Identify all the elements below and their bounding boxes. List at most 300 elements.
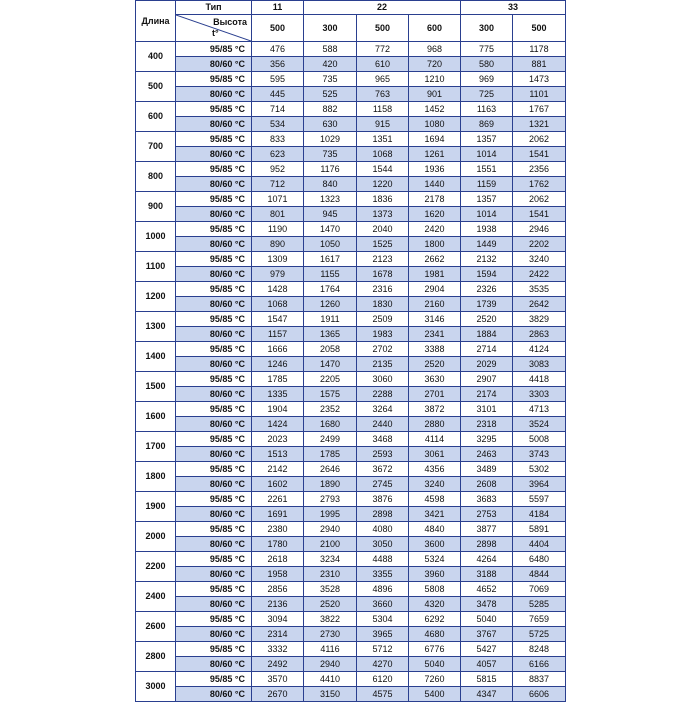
table-row: [136, 507, 566, 522]
value-cell: 1767: [513, 102, 566, 117]
value-cell: 3965: [357, 627, 409, 642]
value-cell: 1541: [513, 147, 566, 162]
value-cell: 3295: [461, 432, 513, 447]
temp-cell-95-85: 95/85 °C: [176, 492, 252, 507]
value-cell: 3355: [357, 567, 409, 582]
value-cell: 1440: [409, 177, 461, 192]
value-cell: 3876: [357, 492, 409, 507]
value-cell: 3672: [357, 462, 409, 477]
value-cell: 5040: [409, 657, 461, 672]
value-cell: 712: [252, 177, 304, 192]
value-cell: 1050: [304, 237, 357, 252]
table-row: [136, 72, 566, 87]
length-cell: 800: [136, 162, 176, 192]
value-cell: 772: [357, 42, 409, 57]
value-cell: 840: [304, 177, 357, 192]
value-cell: 1452: [409, 102, 461, 117]
value-cell: 1666: [252, 342, 304, 357]
temp-cell-80-60: 80/60 °C: [176, 567, 252, 582]
value-cell: 5597: [513, 492, 566, 507]
value-cell: 2123: [357, 252, 409, 267]
length-cell: 1400: [136, 342, 176, 372]
table-row: [136, 117, 566, 132]
value-cell: 1176: [304, 162, 357, 177]
value-cell: 1449: [461, 237, 513, 252]
value-cell: 1691: [252, 507, 304, 522]
value-cell: 1764: [304, 282, 357, 297]
value-cell: 3240: [513, 252, 566, 267]
value-cell: 3822: [304, 612, 357, 627]
temp-cell-95-85: 95/85 °C: [176, 582, 252, 597]
value-cell: 2316: [357, 282, 409, 297]
value-cell: 2863: [513, 327, 566, 342]
temp-cell-95-85: 95/85 °C: [176, 192, 252, 207]
value-cell: 3489: [461, 462, 513, 477]
value-cell: 2062: [513, 132, 566, 147]
value-cell: 4124: [513, 342, 566, 357]
length-cell: 1100: [136, 252, 176, 282]
value-cell: 2730: [304, 627, 357, 642]
value-cell: 6120: [357, 672, 409, 687]
type-header: Тип: [176, 1, 252, 15]
height-header-33-300: 300: [461, 15, 513, 42]
value-cell: 2288: [357, 387, 409, 402]
value-cell: 1155: [304, 267, 357, 282]
value-cell: 2940: [304, 657, 357, 672]
value-cell: 5304: [357, 612, 409, 627]
value-cell: 2040: [357, 222, 409, 237]
value-cell: 890: [252, 237, 304, 252]
value-cell: 1617: [304, 252, 357, 267]
value-cell: 1260: [304, 297, 357, 312]
value-cell: 8248: [513, 642, 566, 657]
table-row: [136, 342, 566, 357]
type-22-header: 22: [304, 1, 461, 15]
temp-cell-80-60: 80/60 °C: [176, 267, 252, 282]
temp-cell-95-85: 95/85 °C: [176, 222, 252, 237]
value-cell: 4410: [304, 672, 357, 687]
height-header-22-300: 300: [304, 15, 357, 42]
table-row: [136, 312, 566, 327]
table-row: [136, 297, 566, 312]
value-cell: 1470: [304, 222, 357, 237]
height-temp-corner-cell: [176, 15, 252, 42]
value-cell: 2341: [409, 327, 461, 342]
temp-cell-80-60: 80/60 °C: [176, 597, 252, 612]
table-row: [136, 462, 566, 477]
length-cell: 1500: [136, 372, 176, 402]
temp-cell-95-85: 95/85 °C: [176, 462, 252, 477]
value-cell: 8837: [513, 672, 566, 687]
value-cell: 3101: [461, 402, 513, 417]
value-cell: 1762: [513, 177, 566, 192]
value-cell: 4320: [409, 597, 461, 612]
length-cell: 2200: [136, 552, 176, 582]
value-cell: 1890: [304, 477, 357, 492]
value-cell: 735: [304, 147, 357, 162]
temp-cell-95-85: 95/85 °C: [176, 642, 252, 657]
value-cell: 901: [409, 87, 461, 102]
value-cell: 2174: [461, 387, 513, 402]
value-cell: 725: [461, 87, 513, 102]
value-cell: 5040: [461, 612, 513, 627]
value-cell: 2509: [357, 312, 409, 327]
table-row: [136, 597, 566, 612]
value-cell: 5400: [409, 687, 461, 702]
temp-cell-80-60: 80/60 °C: [176, 117, 252, 132]
temp-cell-80-60: 80/60 °C: [176, 657, 252, 672]
length-cell: 2800: [136, 642, 176, 672]
value-cell: 4488: [357, 552, 409, 567]
value-cell: 5324: [409, 552, 461, 567]
value-cell: 2642: [513, 297, 566, 312]
value-cell: 3094: [252, 612, 304, 627]
table-row: [136, 102, 566, 117]
type-33-header: 33: [461, 1, 566, 15]
value-cell: 1547: [252, 312, 304, 327]
value-cell: 2701: [409, 387, 461, 402]
value-cell: 580: [461, 57, 513, 72]
table-row: [136, 642, 566, 657]
temp-cell-95-85: 95/85 °C: [176, 342, 252, 357]
value-cell: 1551: [461, 162, 513, 177]
value-cell: 1190: [252, 222, 304, 237]
temp-cell-80-60: 80/60 °C: [176, 207, 252, 222]
value-cell: 2520: [304, 597, 357, 612]
temp-cell-80-60: 80/60 °C: [176, 627, 252, 642]
value-cell: 6166: [513, 657, 566, 672]
temp-cell-80-60: 80/60 °C: [176, 297, 252, 312]
value-cell: 2326: [461, 282, 513, 297]
height-header-11-500: 500: [252, 15, 304, 42]
value-cell: 1602: [252, 477, 304, 492]
value-cell: 1158: [357, 102, 409, 117]
table-row: [136, 147, 566, 162]
temp-cell-80-60: 80/60 °C: [176, 417, 252, 432]
value-cell: 1424: [252, 417, 304, 432]
value-cell: 881: [513, 57, 566, 72]
value-cell: 735: [304, 72, 357, 87]
value-cell: 2352: [304, 402, 357, 417]
table-row: [136, 687, 566, 702]
length-cell: 2600: [136, 612, 176, 642]
table-row: [136, 42, 566, 57]
table-row: [136, 582, 566, 597]
table-row: [136, 222, 566, 237]
value-cell: 945: [304, 207, 357, 222]
value-cell: 1068: [357, 147, 409, 162]
value-cell: 6606: [513, 687, 566, 702]
length-cell: 500: [136, 72, 176, 102]
value-cell: 714: [252, 102, 304, 117]
temp-cell-95-85: 95/85 °C: [176, 372, 252, 387]
value-cell: 1785: [304, 447, 357, 462]
table-row: [136, 192, 566, 207]
value-cell: 2178: [409, 192, 461, 207]
value-cell: 720: [409, 57, 461, 72]
value-cell: 3083: [513, 357, 566, 372]
temp-cell-80-60: 80/60 °C: [176, 477, 252, 492]
value-cell: 1936: [409, 162, 461, 177]
value-cell: 2745: [357, 477, 409, 492]
value-cell: 595: [252, 72, 304, 87]
length-cell: 1900: [136, 492, 176, 522]
value-cell: 1470: [304, 357, 357, 372]
value-cell: 3570: [252, 672, 304, 687]
table-row: [136, 492, 566, 507]
value-cell: 3240: [409, 477, 461, 492]
value-cell: 2662: [409, 252, 461, 267]
temp-cell-95-85: 95/85 °C: [176, 282, 252, 297]
value-cell: 2702: [357, 342, 409, 357]
table-row: [136, 522, 566, 537]
value-cell: 3683: [461, 492, 513, 507]
value-cell: 952: [252, 162, 304, 177]
value-cell: 3872: [409, 402, 461, 417]
length-cell: 1600: [136, 402, 176, 432]
value-cell: 4598: [409, 492, 461, 507]
temp-cell-95-85: 95/85 °C: [176, 432, 252, 447]
table-row: [136, 387, 566, 402]
value-cell: 2058: [304, 342, 357, 357]
value-cell: 1594: [461, 267, 513, 282]
table-row: [136, 372, 566, 387]
value-cell: 1678: [357, 267, 409, 282]
value-cell: 2380: [252, 522, 304, 537]
value-cell: 965: [357, 72, 409, 87]
value-cell: 2753: [461, 507, 513, 522]
value-cell: 1541: [513, 207, 566, 222]
temperature-label: t°: [212, 28, 219, 38]
table-row: [136, 267, 566, 282]
table-row: [136, 657, 566, 672]
value-cell: 2142: [252, 462, 304, 477]
length-cell: 1200: [136, 282, 176, 312]
value-cell: 4114: [409, 432, 461, 447]
value-cell: 968: [409, 42, 461, 57]
value-cell: 3468: [357, 432, 409, 447]
length-header: Длина: [136, 1, 176, 42]
temp-cell-95-85: 95/85 °C: [176, 72, 252, 87]
temp-cell-80-60: 80/60 °C: [176, 177, 252, 192]
value-cell: 1157: [252, 327, 304, 342]
value-cell: 882: [304, 102, 357, 117]
value-cell: 1373: [357, 207, 409, 222]
value-cell: 1958: [252, 567, 304, 582]
value-cell: 3050: [357, 537, 409, 552]
value-cell: 1785: [252, 372, 304, 387]
value-cell: 2608: [461, 477, 513, 492]
value-cell: 979: [252, 267, 304, 282]
length-cell: 3000: [136, 672, 176, 702]
value-cell: 6292: [409, 612, 461, 627]
value-cell: 3303: [513, 387, 566, 402]
value-cell: 3188: [461, 567, 513, 582]
value-cell: 2422: [513, 267, 566, 282]
temp-cell-80-60: 80/60 °C: [176, 687, 252, 702]
value-cell: 4713: [513, 402, 566, 417]
table-row: [136, 672, 566, 687]
value-cell: 4680: [409, 627, 461, 642]
type-11-header: 11: [252, 1, 304, 15]
value-cell: 5891: [513, 522, 566, 537]
length-cell: 1700: [136, 432, 176, 462]
value-cell: 5712: [357, 642, 409, 657]
value-cell: 4418: [513, 372, 566, 387]
value-cell: 4844: [513, 567, 566, 582]
value-cell: 1836: [357, 192, 409, 207]
value-cell: 3964: [513, 477, 566, 492]
value-cell: 7260: [409, 672, 461, 687]
header-row-types: [136, 1, 566, 15]
value-cell: 775: [461, 42, 513, 57]
value-cell: 445: [252, 87, 304, 102]
value-cell: 3234: [304, 552, 357, 567]
table-row: [136, 87, 566, 102]
value-cell: 5725: [513, 627, 566, 642]
value-cell: 2856: [252, 582, 304, 597]
height-label: Высота: [213, 17, 247, 27]
table-row: [136, 627, 566, 642]
value-cell: 5008: [513, 432, 566, 447]
temp-cell-95-85: 95/85 °C: [176, 102, 252, 117]
value-cell: 4264: [461, 552, 513, 567]
value-cell: 763: [357, 87, 409, 102]
temp-cell-95-85: 95/85 °C: [176, 42, 252, 57]
value-cell: 5427: [461, 642, 513, 657]
value-cell: 4356: [409, 462, 461, 477]
temp-cell-80-60: 80/60 °C: [176, 507, 252, 522]
value-cell: 1071: [252, 192, 304, 207]
value-cell: 3524: [513, 417, 566, 432]
value-cell: 5285: [513, 597, 566, 612]
length-cell: 2000: [136, 522, 176, 552]
value-cell: 1680: [304, 417, 357, 432]
value-cell: 4184: [513, 507, 566, 522]
value-cell: 2880: [409, 417, 461, 432]
value-cell: 1544: [357, 162, 409, 177]
value-cell: 1351: [357, 132, 409, 147]
value-cell: 2907: [461, 372, 513, 387]
value-cell: 1525: [357, 237, 409, 252]
length-cell: 700: [136, 132, 176, 162]
value-cell: 1246: [252, 357, 304, 372]
temp-cell-80-60: 80/60 °C: [176, 147, 252, 162]
value-cell: 5815: [461, 672, 513, 687]
value-cell: 5808: [409, 582, 461, 597]
value-cell: 6480: [513, 552, 566, 567]
value-cell: 2670: [252, 687, 304, 702]
table-row: [136, 282, 566, 297]
value-cell: 610: [357, 57, 409, 72]
value-cell: 2135: [357, 357, 409, 372]
value-cell: 1739: [461, 297, 513, 312]
value-cell: 2463: [461, 447, 513, 462]
value-cell: 588: [304, 42, 357, 57]
value-cell: 2793: [304, 492, 357, 507]
table-row: [136, 447, 566, 462]
value-cell: 2940: [304, 522, 357, 537]
value-cell: 356: [252, 57, 304, 72]
value-cell: 2205: [304, 372, 357, 387]
value-cell: 3264: [357, 402, 409, 417]
value-cell: 833: [252, 132, 304, 147]
value-cell: 1323: [304, 192, 357, 207]
value-cell: 1309: [252, 252, 304, 267]
header-row-heights: [136, 15, 566, 42]
table-row: [136, 252, 566, 267]
table-row: [136, 57, 566, 72]
temp-cell-95-85: 95/85 °C: [176, 612, 252, 627]
value-cell: 3060: [357, 372, 409, 387]
value-cell: 2160: [409, 297, 461, 312]
value-cell: 1780: [252, 537, 304, 552]
value-cell: 2904: [409, 282, 461, 297]
table-row: [136, 537, 566, 552]
value-cell: 2261: [252, 492, 304, 507]
value-cell: 534: [252, 117, 304, 132]
value-cell: 1473: [513, 72, 566, 87]
temp-cell-80-60: 80/60 °C: [176, 357, 252, 372]
value-cell: 5302: [513, 462, 566, 477]
temp-cell-95-85: 95/85 °C: [176, 402, 252, 417]
temp-cell-95-85: 95/85 °C: [176, 132, 252, 147]
value-cell: 3767: [461, 627, 513, 642]
height-header-22-600: 600: [409, 15, 461, 42]
value-cell: 2646: [304, 462, 357, 477]
temp-cell-80-60: 80/60 °C: [176, 87, 252, 102]
value-cell: 3061: [409, 447, 461, 462]
value-cell: 1904: [252, 402, 304, 417]
length-cell: 1300: [136, 312, 176, 342]
table-row: [136, 327, 566, 342]
value-cell: 2898: [461, 537, 513, 552]
value-cell: 1321: [513, 117, 566, 132]
heat-output-table-wrapper: [135, 0, 565, 702]
table-row: [136, 417, 566, 432]
table-row: [136, 177, 566, 192]
value-cell: 2029: [461, 357, 513, 372]
value-cell: 1620: [409, 207, 461, 222]
value-cell: 1210: [409, 72, 461, 87]
value-cell: 1335: [252, 387, 304, 402]
value-cell: 3332: [252, 642, 304, 657]
value-cell: 1513: [252, 447, 304, 462]
temp-cell-80-60: 80/60 °C: [176, 447, 252, 462]
temp-cell-95-85: 95/85 °C: [176, 162, 252, 177]
table-row: [136, 612, 566, 627]
temp-cell-80-60: 80/60 °C: [176, 237, 252, 252]
value-cell: 1428: [252, 282, 304, 297]
table-row: [136, 132, 566, 147]
temp-cell-95-85: 95/85 °C: [176, 522, 252, 537]
value-cell: 2310: [304, 567, 357, 582]
value-cell: 4652: [461, 582, 513, 597]
length-cell: 400: [136, 42, 176, 72]
value-cell: 1159: [461, 177, 513, 192]
height-header-22-500: 500: [357, 15, 409, 42]
temp-cell-80-60: 80/60 °C: [176, 537, 252, 552]
temp-cell-80-60: 80/60 °C: [176, 387, 252, 402]
value-cell: 801: [252, 207, 304, 222]
heat-output-table: [135, 0, 566, 702]
temp-cell-95-85: 95/85 °C: [176, 252, 252, 267]
value-cell: 2318: [461, 417, 513, 432]
value-cell: 1884: [461, 327, 513, 342]
value-cell: 1014: [461, 147, 513, 162]
value-cell: 4896: [357, 582, 409, 597]
table-row: [136, 567, 566, 582]
